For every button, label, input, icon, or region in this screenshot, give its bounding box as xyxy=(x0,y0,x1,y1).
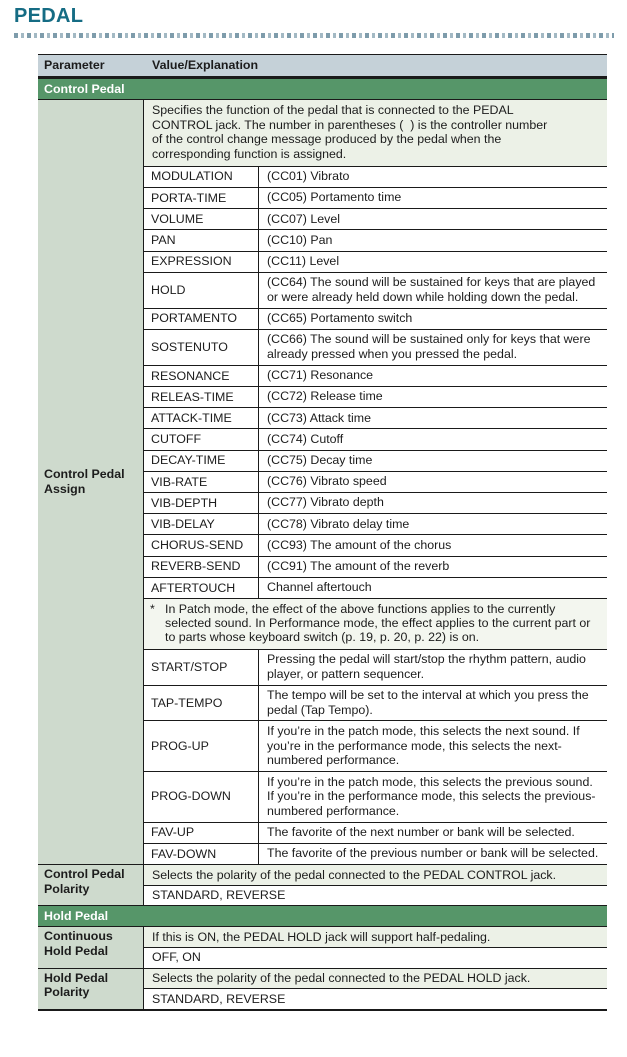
function-description: (CC93) The amount of the chorus xyxy=(267,537,452,552)
function-description: If you’re in the patch mode, this selects the next sound. If you’re in the performance mode, this selects the next-numbered performance. xyxy=(267,723,580,768)
value-area-continuous-hold-pedal xyxy=(144,927,607,967)
value-options: STANDARD, REVERSE xyxy=(144,886,607,906)
footnote-text: In Patch mode, the effect of the above functions applies to the currently selected sound. In Performance mode, the effect applies to the current part or to parts whose keyboard switch (p. 19, p. 20, p. 22) is on. xyxy=(165,601,591,645)
function-row xyxy=(144,557,607,578)
function-description: If you’re in the patch mode, this selects the previous sound. If you’re in the performance mode, this selects the previous-numbered performance. xyxy=(267,774,596,818)
param-label-hold-pedal-polarity: Hold Pedal Polarity xyxy=(38,969,144,1009)
value-area-control-pedal-polarity xyxy=(144,865,607,905)
value-options: STANDARD, REVERSE xyxy=(144,989,607,1009)
function-description: (CC91) The amount of the reverb xyxy=(267,559,450,574)
value-description: Selects the polarity of the pedal connected to the PEDAL CONTROL jack. xyxy=(144,865,607,886)
param-label-control-pedal-polarity: Control Pedal Polarity xyxy=(38,865,144,905)
function-name: ATTACK-TIME xyxy=(144,408,259,428)
function-description: (CC77) Vibrato depth xyxy=(267,495,384,510)
function-description: (CC73) Attack time xyxy=(267,410,371,425)
function-row xyxy=(144,387,607,408)
function-name: MODULATION xyxy=(144,167,259,187)
function-name: PROG-DOWN xyxy=(144,772,259,822)
value-options: OFF, ON xyxy=(144,948,607,968)
function-description: (CC07) Level xyxy=(267,211,340,226)
function-description: (CC01) Vibrato xyxy=(267,169,350,184)
header-parameter: Parameter xyxy=(44,58,105,72)
function-row xyxy=(144,844,607,864)
footnote-marker: * xyxy=(150,601,155,616)
function-name: EXPRESSION xyxy=(144,252,259,272)
function-row xyxy=(144,230,607,251)
function-row xyxy=(144,535,607,556)
function-row xyxy=(144,252,607,273)
table-header-row xyxy=(38,55,607,77)
param-label-text: Control Pedal Assign xyxy=(44,467,125,496)
function-row xyxy=(144,330,607,366)
function-name: VIB-RATE xyxy=(144,472,259,492)
function-name: VOLUME xyxy=(144,209,259,229)
pedal-parameter-table xyxy=(38,54,607,1011)
function-row xyxy=(144,309,607,330)
function-description: The tempo will be set to the interval at which you press the pedal (Tap Tempo). xyxy=(267,688,589,717)
function-row xyxy=(144,472,607,493)
function-name: VIB-DEPTH xyxy=(144,493,259,513)
function-name: PORTAMENTO xyxy=(144,309,259,329)
function-description: (CC66) The sound will be sustained only for keys that were already pressed when you pressed the pedal. xyxy=(267,332,591,362)
function-row xyxy=(144,721,607,772)
function-name: FAV-UP xyxy=(144,823,259,843)
footnote-row xyxy=(144,599,607,650)
function-description: (CC65) Portamento switch xyxy=(267,311,413,326)
function-name: RESONANCE xyxy=(144,366,259,386)
function-row xyxy=(144,408,607,429)
row-continuous-hold-pedal xyxy=(38,927,607,968)
function-row xyxy=(144,273,607,309)
function-row xyxy=(144,366,607,387)
value-description: Selects the polarity of the pedal connected to the PEDAL HOLD jack. xyxy=(144,969,607,990)
function-description: (CC76) Vibrato speed xyxy=(267,474,387,489)
function-row xyxy=(144,650,607,686)
param-label-continuous-hold-pedal: Continuous Hold Pedal xyxy=(38,927,144,967)
function-name: AFTERTOUCH xyxy=(144,578,259,598)
function-description: (CC74) Cutoff xyxy=(267,431,344,446)
title-dotted-rule xyxy=(14,33,614,38)
function-row xyxy=(144,429,607,450)
function-description: (CC05) Portamento time xyxy=(267,190,402,205)
function-name: VIB-DELAY xyxy=(144,514,259,534)
assign-intro-text: Specifies the function of the pedal that is connected to the PEDAL CONTROL jack. The number in parentheses ( ) is the controller number of the control change message produced by the pedal when the corresponding function is assigned. xyxy=(144,100,607,167)
function-row xyxy=(144,209,607,230)
function-row xyxy=(144,823,607,844)
function-name: CHORUS-SEND xyxy=(144,535,259,555)
function-description: (CC72) Release time xyxy=(267,389,383,404)
function-name: HOLD xyxy=(144,273,259,308)
function-name: START/STOP xyxy=(144,650,259,685)
function-row xyxy=(144,451,607,472)
function-name: RELEAS-TIME xyxy=(144,387,259,407)
function-name: PAN xyxy=(144,230,259,250)
value-area-control-pedal-assign xyxy=(144,100,607,864)
function-row xyxy=(144,578,607,599)
function-description: (CC11) Level xyxy=(267,254,340,269)
function-row xyxy=(144,167,607,188)
function-name: CUTOFF xyxy=(144,429,259,449)
param-label-control-pedal-assign xyxy=(38,100,144,864)
function-name: PORTA-TIME xyxy=(144,188,259,208)
function-name: TAP-TEMPO xyxy=(144,686,259,721)
section-header-control-pedal: Control Pedal xyxy=(38,79,607,100)
function-description: Channel aftertouch xyxy=(267,580,372,595)
header-value-explanation: Value/Explanation xyxy=(152,58,259,72)
function-name: SOSTENUTO xyxy=(144,330,259,365)
function-row xyxy=(144,514,607,535)
function-name: REVERB-SEND xyxy=(144,557,259,577)
function-name: DECAY-TIME xyxy=(144,451,259,471)
function-row xyxy=(144,493,607,514)
section-header-hold-pedal: Hold Pedal xyxy=(38,906,607,927)
row-control-pedal-polarity xyxy=(38,865,607,906)
row-hold-pedal-polarity xyxy=(38,969,607,1009)
function-name: FAV-DOWN xyxy=(144,844,259,864)
function-description: (CC78) Vibrato delay time xyxy=(267,516,410,531)
function-description: (CC71) Resonance xyxy=(267,368,374,383)
function-row xyxy=(144,772,607,823)
function-description: The favorite of the next number or bank will be selected. xyxy=(267,825,575,840)
page-title: PEDAL xyxy=(14,5,84,27)
function-row xyxy=(144,686,607,722)
function-description: Pressing the pedal will start/stop the rhythm pattern, audio player, or pattern sequencer. xyxy=(267,652,586,681)
function-row xyxy=(144,188,607,209)
function-description: (CC75) Decay time xyxy=(267,453,373,468)
value-description: If this is ON, the PEDAL HOLD jack will support half-pedaling. xyxy=(144,927,607,948)
function-description: (CC10) Pan xyxy=(267,232,333,247)
value-area-hold-pedal-polarity xyxy=(144,969,607,1009)
function-description: The favorite of the previous number or bank will be selected. xyxy=(267,846,599,861)
row-control-pedal-assign xyxy=(38,100,607,865)
function-description: (CC64) The sound will be sustained for keys that are played or were already held down while holding down the pedal. xyxy=(267,275,596,304)
function-name: PROG-UP xyxy=(144,721,259,771)
